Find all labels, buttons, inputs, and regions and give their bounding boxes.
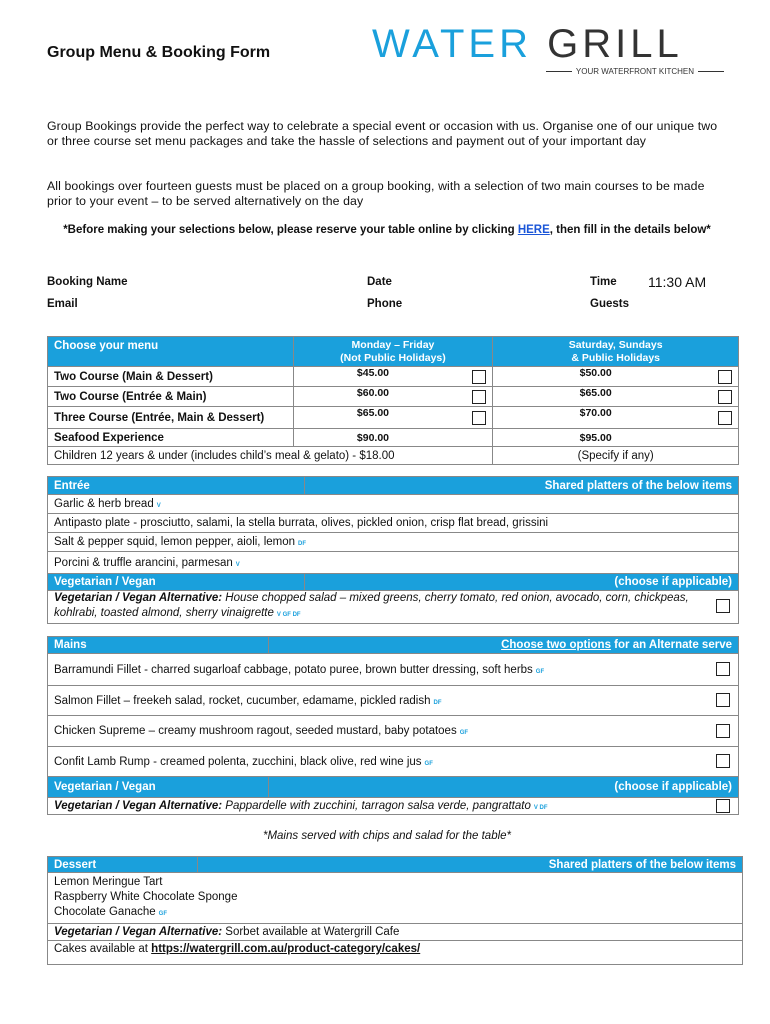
date-label: Date [367, 276, 392, 288]
entree-header: Entrée [48, 477, 305, 495]
children-option: Children 12 years & under (includes child’s meal & gelato) - $18.00 [48, 447, 493, 465]
list-item: Garlic & herb bread V [48, 495, 739, 514]
cakes-link[interactable]: https://watergrill.com.au/product-category/cakes/ [151, 943, 421, 955]
list-item: Vegetarian / Vegan Alternative: House chopped salad – mixed greens, cherry tomato, red onion, avocado, corn, chickpeas, kohlrabi, toasted almond, sherry vinaigrette V GF DF [48, 591, 739, 624]
list-item: Vegetarian / Vegan Alternative: Pappardelle with zucchini, tarragon salsa verde, pangrattato V DF [48, 798, 739, 815]
weekend-price: $70.00 [579, 407, 612, 419]
weekday-checkbox[interactable] [472, 370, 486, 384]
weekday-checkbox[interactable] [472, 390, 486, 404]
watergrill-logo [372, 22, 724, 82]
logo-grill-text: GRILL [547, 22, 683, 66]
intro-paragraph-1: Group Bookings provide the perfect way to celebrate a special event or occasion with us. Organise one of our unique two or three course set menu packages and take the hassle of selections and payment out of your important day [47, 119, 718, 148]
table-row [48, 387, 739, 407]
list-item: Porcini & truffle arancini, parmesan V [48, 552, 739, 574]
time-value[interactable]: 11:30 AM [648, 274, 707, 290]
children-note: (Specify if any) [493, 447, 739, 465]
booking-name-label: Booking Name [47, 276, 128, 288]
list-item: Lemon Meringue Tart Raspberry White Chocolate Sponge Chocolate Ganache GF [48, 873, 743, 924]
list-item: Cakes available at https://watergrill.com.au/product-category/cakes/ [48, 941, 743, 965]
logo-tagline: YOUR WATERFRONT KITCHEN [546, 67, 724, 76]
mains-veg-header: Vegetarian / Vegan [48, 777, 269, 798]
time-label: Time [590, 276, 617, 288]
weekend-price: $50.00 [579, 367, 612, 379]
menu-option-name: Two Course (Main & Dessert) [48, 367, 294, 387]
weekend-price: $65.00 [579, 387, 612, 399]
weekday-checkbox[interactable] [472, 411, 486, 425]
logo-water-text: WATER [372, 22, 532, 66]
mains-header-note: Choose two options for an Alternate serve [268, 637, 738, 654]
weekday-price: $90.00 [293, 429, 493, 447]
entree-header-note: Shared platters of the below items [305, 477, 739, 495]
list-item: Confit Lamb Rump - creamed polenta, zucchini, black olive, red wine jus GF [48, 747, 739, 777]
mains-footnote: *Mains served with chips and salad for the table* [262, 830, 512, 842]
email-label: Email [47, 298, 78, 310]
list-item: Chicken Supreme – creamy mushroom ragout, seeded mustard, baby potatoes GF [48, 716, 739, 747]
list-item: Salmon Fillet – freekeh salad, rocket, cucumber, edamame, pickled radish DF [48, 686, 739, 716]
list-item: Antipasto plate - prosciutto, salami, la stella burrata, olives, pickled onion, crisp flat bread, grissini [48, 514, 739, 533]
mains-table [47, 636, 739, 815]
main-checkbox[interactable] [716, 662, 730, 676]
menu-option-name: Three Course (Entrée, Main & Dessert) [48, 407, 294, 429]
weekend-checkbox[interactable] [718, 411, 732, 425]
menu-choice-table [47, 336, 739, 465]
main-checkbox[interactable] [716, 754, 730, 768]
list-item: Vegetarian / Vegan Alternative: Sorbet available at Watergrill Cafe [48, 924, 743, 941]
main-checkbox[interactable] [716, 724, 730, 738]
mains-veg-header-note: (choose if applicable) [268, 777, 738, 798]
table-row [48, 367, 739, 387]
menu-option-name: Seafood Experience [48, 429, 294, 447]
guests-label: Guests [590, 298, 629, 310]
mains-header: Mains [48, 637, 269, 654]
table-row [48, 447, 739, 465]
reservation-notice: *Before making your selections below, please reserve your table online by clicking HERE, then fill in the details below* [63, 224, 711, 236]
dessert-table [47, 856, 743, 965]
table-row [48, 407, 739, 429]
entree-veg-checkbox[interactable] [716, 599, 730, 613]
dessert-header-note: Shared platters of the below items [198, 857, 743, 873]
mains-veg-checkbox[interactable] [716, 799, 730, 813]
table-row [48, 429, 739, 447]
menu-header: Choose your menu [48, 337, 294, 367]
weekday-header: Monday – Friday (Not Public Holidays) [293, 337, 493, 367]
phone-label: Phone [367, 298, 403, 310]
entree-table [47, 476, 739, 624]
weekday-price: $60.00 [356, 387, 390, 399]
weekday-price: $45.00 [356, 367, 390, 379]
weekend-checkbox[interactable] [718, 370, 732, 384]
dessert-header: Dessert [48, 857, 198, 873]
main-checkbox[interactable] [716, 693, 730, 707]
reserve-here-link[interactable]: HERE [517, 224, 550, 236]
page-title: Group Menu & Booking Form [47, 44, 271, 61]
weekend-price: $95.00 [493, 429, 739, 447]
entree-veg-header: Vegetarian / Vegan [48, 574, 305, 591]
weekend-checkbox[interactable] [718, 390, 732, 404]
menu-option-name: Two Course (Entrée & Main) [48, 387, 294, 407]
list-item: Barramundi Fillet - charred sugarloaf cabbage, potato puree, brown butter dressing, soft herbs GF [48, 654, 739, 686]
entree-veg-header-note: (choose if applicable) [305, 574, 739, 591]
list-item: Salt & pepper squid, lemon pepper, aioli, lemon DF [48, 533, 739, 552]
weekday-price: $65.00 [356, 407, 390, 419]
weekend-header: Saturday, Sundays & Public Holidays [493, 337, 739, 367]
intro-paragraph-2: All bookings over fourteen guests must be placed on a group booking, with a selection of two main courses to be made prior to your event – to be served alternatively on the day [47, 179, 705, 208]
